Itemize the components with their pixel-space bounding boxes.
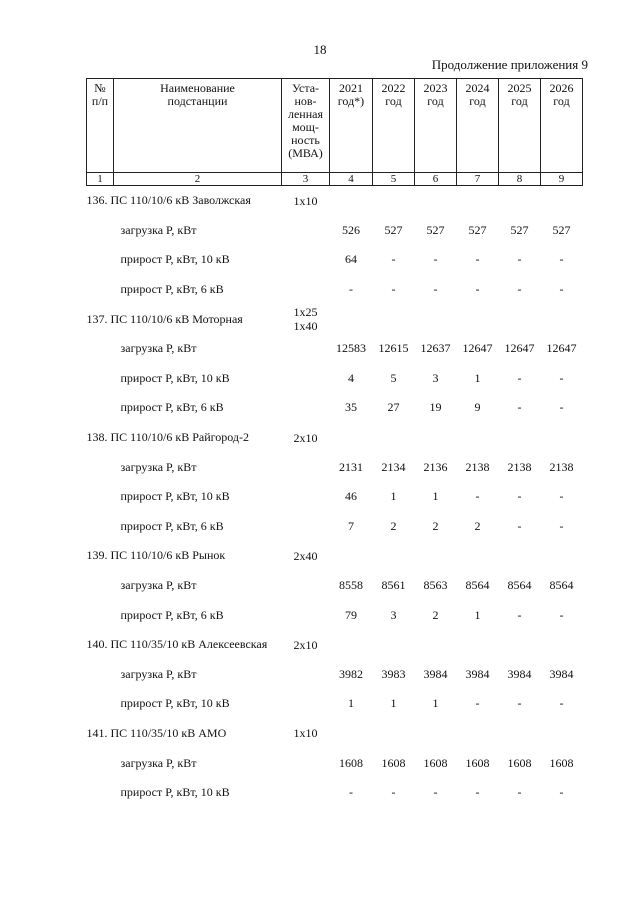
table-row — [87, 571, 583, 601]
year-value-2024: 9 — [474, 400, 481, 415]
substation-name: 138. ПС 110/10/6 кВ Райгород-2 — [86, 430, 250, 445]
year-value-2026: - — [559, 696, 564, 711]
year-value-2025: 8564 — [507, 578, 532, 593]
continuation-caption: Продолжение приложения 9 — [431, 57, 588, 72]
year-value-2024 — [457, 304, 499, 334]
installed-capacity: 1х25 1х40 — [293, 305, 318, 334]
year-value-2025 — [499, 423, 541, 453]
year-value-2024: - — [475, 252, 480, 267]
year-value-2026 — [541, 423, 583, 453]
substation-name: 139. ПС 110/10/6 кВ Рынок — [86, 548, 226, 563]
year-value-2025: - — [517, 400, 522, 415]
header-cell-2023: 2023 год — [415, 79, 457, 173]
table-row — [87, 216, 583, 246]
installed-capacity — [282, 393, 330, 423]
parameter-name: прирост P, кВт, 6 кВ — [120, 400, 224, 415]
year-value-2026: - — [559, 489, 564, 504]
parameter-name: прирост P, кВт, 10 кВ — [120, 370, 230, 385]
year-value-2023: 1608 — [423, 755, 448, 770]
year-value-2024: - — [475, 785, 480, 800]
year-value-2025: - — [517, 518, 522, 533]
year-value-2024: 3984 — [465, 666, 490, 681]
year-value-2021: - — [349, 282, 353, 297]
year-value-2026: - — [559, 607, 564, 622]
year-value-2024: 12647 — [462, 341, 493, 356]
installed-capacity: 2х10 — [293, 430, 318, 445]
installed-capacity — [282, 571, 330, 601]
year-value-2025: 3984 — [507, 666, 532, 681]
installed-capacity: 2х40 — [293, 548, 318, 563]
column-number: 1 — [87, 173, 114, 186]
parameter-name: загрузка P, кВт — [120, 341, 197, 356]
year-value-2024 — [457, 423, 499, 453]
year-value-2021: 8558 — [339, 578, 363, 593]
year-value-2024: - — [475, 282, 480, 297]
year-value-2021: - — [349, 785, 353, 800]
parameter-name: прирост P, кВт, 10 кВ — [120, 696, 230, 711]
year-value-2026 — [541, 630, 583, 660]
table-row — [87, 304, 583, 334]
column-number: 6 — [415, 173, 457, 186]
year-value-2026 — [541, 541, 583, 571]
installed-capacity: 1х10 — [293, 726, 318, 741]
year-value-2026: 3984 — [549, 666, 574, 681]
year-value-2021: 64 — [345, 252, 357, 267]
year-value-2026: 1608 — [549, 755, 574, 770]
installed-capacity — [282, 452, 330, 482]
year-value-2022 — [373, 423, 415, 453]
year-value-2022: 3983 — [381, 666, 406, 681]
installed-capacity — [282, 275, 330, 305]
year-value-2021: 526 — [342, 222, 360, 237]
year-value-2022 — [373, 719, 415, 749]
year-value-2022: 2134 — [381, 459, 406, 474]
year-value-2024 — [457, 719, 499, 749]
year-value-2021: 12583 — [336, 341, 366, 356]
year-value-2025: 527 — [510, 222, 529, 237]
column-number: 4 — [330, 173, 373, 186]
year-value-2022: 1 — [390, 696, 397, 711]
installed-capacity — [282, 334, 330, 364]
year-value-2023 — [415, 304, 457, 334]
installed-capacity — [282, 482, 330, 512]
installed-capacity — [282, 689, 330, 719]
year-value-2022: 12615 — [378, 341, 409, 356]
header-cell-2024: 2024 год — [457, 79, 499, 173]
year-value-2026: 12647 — [546, 341, 577, 356]
table-row — [87, 334, 583, 364]
year-value-2024 — [457, 541, 499, 571]
year-value-2023: 3984 — [423, 666, 448, 681]
installed-capacity — [282, 245, 330, 275]
parameter-name: загрузка P, кВт — [120, 578, 197, 593]
year-value-2025: - — [517, 282, 522, 297]
year-value-2023: 19 — [429, 400, 442, 415]
substation-name: 140. ПС 110/35/10 кВ Алексеевская — [86, 637, 268, 652]
header-cell-2026: 2026 год — [541, 79, 583, 173]
year-value-2022 — [373, 304, 415, 334]
year-value-2026: - — [559, 400, 564, 415]
year-value-2021: 7 — [348, 518, 354, 533]
year-value-2025: - — [517, 696, 522, 711]
substation-name: 136. ПС 110/10/6 кВ Заволжская — [86, 193, 251, 208]
year-value-2022 — [373, 541, 415, 571]
table-row — [87, 600, 583, 630]
year-value-2022: - — [391, 282, 396, 297]
year-value-2023: 1 — [432, 696, 439, 711]
year-value-2025: - — [517, 607, 522, 622]
year-value-2023: 527 — [426, 222, 445, 237]
year-value-2022 — [373, 630, 415, 660]
year-value-2025 — [499, 541, 541, 571]
year-value-2025: - — [517, 370, 522, 385]
header-cell-2021: 2021 год*) — [330, 79, 373, 173]
installed-capacity — [282, 216, 330, 246]
year-value-2023: - — [433, 282, 438, 297]
year-value-2025 — [499, 630, 541, 660]
year-value-2025 — [499, 719, 541, 749]
year-value-2024: - — [475, 696, 480, 711]
table-row — [87, 275, 583, 305]
parameter-name: прирост P, кВт, 10 кВ — [120, 785, 230, 800]
table-row — [87, 512, 583, 542]
year-value-2024: 527 — [468, 222, 487, 237]
table-row — [87, 778, 583, 808]
year-value-2023: 2 — [432, 518, 439, 533]
table-row — [87, 660, 583, 690]
year-value-2021: 79 — [345, 607, 357, 622]
year-value-2023 — [415, 186, 457, 216]
year-value-2024: 8564 — [465, 578, 490, 593]
year-value-2023: 1 — [432, 489, 439, 504]
year-value-2021: 1 — [348, 696, 354, 711]
year-value-2022: 27 — [387, 400, 400, 415]
year-value-2023 — [415, 423, 457, 453]
year-value-2026: - — [559, 282, 564, 297]
year-value-2022: 5 — [390, 370, 397, 385]
parameter-name: прирост P, кВт, 6 кВ — [120, 282, 224, 297]
year-value-2024 — [457, 186, 499, 216]
column-number: 2 — [114, 173, 282, 186]
year-value-2026: - — [559, 252, 564, 267]
table-row — [87, 423, 583, 453]
installed-capacity — [282, 660, 330, 690]
table-row — [87, 245, 583, 275]
year-value-2022 — [373, 186, 415, 216]
installed-capacity: 1х10 — [293, 193, 318, 208]
parameter-name: прирост P, кВт, 10 кВ — [120, 489, 230, 504]
table-row — [87, 364, 583, 394]
column-number: 3 — [282, 173, 330, 186]
year-value-2024: 2 — [474, 518, 481, 533]
year-value-2025: 12647 — [504, 341, 535, 356]
header-cell-2025: 2025 год — [499, 79, 541, 173]
installed-capacity — [282, 778, 330, 808]
year-value-2025: 2138 — [507, 459, 532, 474]
year-value-2021: 2131 — [339, 459, 363, 474]
year-value-2021 — [330, 423, 373, 453]
year-value-2022: - — [391, 252, 396, 267]
year-value-2025: - — [517, 489, 522, 504]
year-value-2023: 2 — [432, 607, 439, 622]
year-value-2021: 1608 — [339, 755, 363, 770]
year-value-2023: 3 — [432, 370, 439, 385]
column-number: 5 — [373, 173, 415, 186]
table-row — [87, 719, 583, 749]
year-value-2022: 1608 — [381, 755, 406, 770]
year-value-2021: 3982 — [339, 666, 363, 681]
year-value-2021 — [330, 630, 373, 660]
column-number-row — [87, 173, 583, 186]
year-value-2025: 1608 — [507, 755, 532, 770]
year-value-2026 — [541, 719, 583, 749]
table-row — [87, 452, 583, 482]
year-value-2022: 527 — [384, 222, 403, 237]
table-row — [87, 393, 583, 423]
table-row — [87, 186, 583, 216]
parameter-name: загрузка P, кВт — [120, 222, 197, 237]
column-number: 9 — [541, 173, 583, 186]
year-value-2024: 1 — [474, 607, 481, 622]
parameter-name: прирост P, кВт, 6 кВ — [120, 518, 224, 533]
year-value-2025: - — [517, 785, 522, 800]
year-value-2022: - — [391, 785, 396, 800]
year-value-2021 — [330, 304, 373, 334]
year-value-2021: 46 — [345, 489, 357, 504]
year-value-2022: 8561 — [381, 578, 406, 593]
year-value-2023: 8563 — [423, 578, 448, 593]
year-value-2021 — [330, 186, 373, 216]
substation-load-table — [86, 78, 583, 807]
parameter-name: загрузка P, кВт — [120, 459, 197, 474]
year-value-2023: - — [433, 785, 438, 800]
installed-capacity — [282, 748, 330, 778]
year-value-2026: - — [559, 785, 564, 800]
column-number: 8 — [499, 173, 541, 186]
year-value-2025 — [499, 304, 541, 334]
year-value-2022: 3 — [390, 607, 397, 622]
header-row — [87, 79, 583, 173]
year-value-2022: 2 — [390, 518, 397, 533]
year-value-2026: - — [559, 518, 564, 533]
table-row — [87, 689, 583, 719]
year-value-2026: 2138 — [549, 459, 574, 474]
year-value-2024: 1608 — [465, 755, 490, 770]
table-row — [87, 541, 583, 571]
table-body — [87, 186, 583, 808]
installed-capacity — [282, 364, 330, 394]
year-value-2021 — [330, 719, 373, 749]
year-value-2023: 12637 — [420, 341, 451, 356]
table-row — [87, 630, 583, 660]
year-value-2026: 527 — [552, 222, 571, 237]
parameter-name: загрузка P, кВт — [120, 666, 197, 681]
year-value-2025 — [499, 186, 541, 216]
header-cell-number: № п/п — [87, 79, 114, 173]
year-value-2023: - — [433, 252, 438, 267]
year-value-2025: - — [517, 252, 522, 267]
year-value-2023 — [415, 630, 457, 660]
page-number: 18 — [313, 42, 327, 57]
year-value-2024: 1 — [474, 370, 481, 385]
header-cell-2022: 2022 год — [373, 79, 415, 173]
header-cell-capacity: Уста- нов- ленная мощ- ность (МВА) — [282, 79, 330, 173]
year-value-2026 — [541, 186, 583, 216]
year-value-2023 — [415, 541, 457, 571]
year-value-2022: 1 — [390, 489, 397, 504]
year-value-2026: - — [559, 370, 564, 385]
table-row — [87, 748, 583, 778]
year-value-2024 — [457, 630, 499, 660]
column-number: 7 — [457, 173, 499, 186]
parameter-name: прирост P, кВт, 6 кВ — [120, 607, 224, 622]
year-value-2021: 4 — [348, 370, 354, 385]
substation-name: 137. ПС 110/10/6 кВ Моторная — [86, 311, 243, 326]
installed-capacity — [282, 512, 330, 542]
year-value-2026 — [541, 304, 583, 334]
installed-capacity — [282, 600, 330, 630]
year-value-2026: 8564 — [549, 578, 574, 593]
parameter-name: загрузка P, кВт — [120, 755, 197, 770]
table-row — [87, 482, 583, 512]
parameter-name: прирост P, кВт, 10 кВ — [120, 252, 230, 267]
installed-capacity: 2х10 — [293, 637, 318, 652]
year-value-2023 — [415, 719, 457, 749]
year-value-2023: 2136 — [423, 459, 448, 474]
year-value-2021: 35 — [345, 400, 357, 415]
year-value-2024: 2138 — [465, 459, 490, 474]
year-value-2021 — [330, 541, 373, 571]
year-value-2024: - — [475, 489, 480, 504]
substation-name: 141. ПС 110/35/10 кВ АМО — [86, 725, 227, 740]
header-cell-name: Наименование подстанции — [114, 79, 282, 173]
